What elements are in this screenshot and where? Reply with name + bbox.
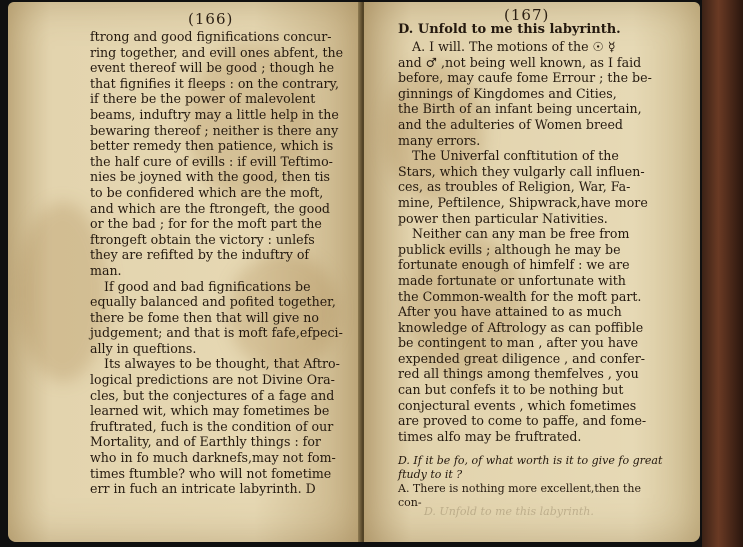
text-line: The Univerfal conftitution of the — [412, 148, 619, 164]
text-line: made fortunate or unfortunate with — [398, 272, 626, 288]
question-block — [398, 454, 662, 482]
text-line: Its alwayes to be thought, that Aftro- — [104, 356, 340, 372]
text-line: who in fo much darknefs,may not fom- — [90, 450, 336, 466]
right-page-number: (167) — [504, 6, 550, 24]
text-line: expended great diligence , and confer- — [398, 350, 645, 366]
text-line: can but confefs it to be nothing but — [398, 382, 624, 398]
text-line: conjectural events , which fometimes — [398, 397, 637, 413]
text-line: Neither can any man be free from — [412, 226, 630, 242]
text-line: equally balanced and pofited together, — [90, 294, 336, 310]
text-line: event thereof will be good ; though he — [90, 60, 335, 76]
text-line: that fignifies it fleeps : on the contrary, — [90, 75, 339, 91]
text-line: Mortality, and of Earthly things : for — [90, 434, 321, 450]
text-line: logical predictions are not Divine Ora- — [90, 372, 335, 388]
text-line: they are refifted by the induftry of — [90, 247, 310, 263]
right-page — [364, 2, 700, 542]
text-line: learned wit, which may fometimes be — [90, 403, 330, 419]
text-line: the Common-wealth for the moft part. — [398, 288, 642, 304]
text-line: ftrong and good fignifications concur- — [90, 29, 332, 44]
text-line: there be fome then that will give no — [90, 309, 319, 325]
left-page-body — [90, 29, 343, 497]
text-line: ftrongeft obtain the victory : unlefs — [90, 231, 315, 247]
text-line: ally in queftions. — [90, 340, 197, 356]
text-line: err in fuch an intricate labyrinth. D — [90, 481, 316, 497]
text-line: times ftumble? who will not fometime — [90, 465, 332, 481]
left-page-number: (166) — [188, 10, 234, 28]
text-line: many errors. — [398, 132, 481, 148]
text-line: A. I will. The motions of the ☉ ☿ — [412, 39, 616, 54]
text-line: before, may caufe fome Errour ; the be- — [398, 70, 652, 86]
text-line: fruftrated, fuch is the condition of our — [90, 418, 334, 434]
text-line: nies be joyned with the good, then tis — [90, 169, 331, 185]
text-line: ginnings of Kingdomes and Cities, — [398, 85, 617, 101]
text-line: man. — [90, 262, 122, 278]
answer-block — [398, 482, 641, 510]
text-line: and ♂ ,not being well known, as I faid — [398, 54, 642, 70]
book-spread — [8, 2, 702, 542]
text-line: better remedy then patience, which is — [90, 138, 334, 154]
text-line: red all things among themfelves , you — [398, 366, 639, 382]
text-line: con- — [398, 496, 422, 509]
text-line: the Birth of an infant being uncertain, — [398, 101, 642, 117]
text-line: ftudy to it ? — [398, 468, 463, 481]
text-line: cles, but the conjectures of a fage and — [90, 387, 335, 403]
text-line: power then particular Nativities. — [398, 210, 608, 226]
text-line: are proved to come to paffe, and fome- — [398, 413, 647, 429]
text-line: publick evills ; although he may be — [398, 241, 621, 257]
text-line: be contingent to man , after you have — [398, 335, 639, 351]
text-line: ces, as troubles of Religion, War, Fa- — [398, 179, 631, 195]
right-page-heading: D. Unfold to me this labyrinth. — [398, 22, 621, 37]
text-line: knowledge of Aftrology as can poffible — [398, 319, 644, 335]
text-line: beams, induftry may a little help in the — [90, 106, 339, 122]
text-line: to be confidered which are the moft, — [90, 184, 324, 200]
text-line: Stars, which they vulgarly call influen- — [398, 163, 645, 179]
show-through-text: D. Unfold to me this labyrinth. — [424, 505, 594, 518]
text-line: judgement; and that is moft fafe,efpeci- — [90, 325, 343, 341]
text-line: ring together, and evill ones abfent, the — [90, 44, 344, 60]
text-line: A. There is nothing more excellent,then the — [398, 482, 642, 495]
text-line: or the bad ; for for the moft part the — [90, 216, 322, 232]
text-line: the half cure of evills : if evill Teftimo- — [90, 153, 333, 169]
text-line: bewaring thereof ; neither is there any — [90, 122, 339, 138]
left-page — [8, 2, 360, 542]
text-line: and the adulteries of Women breed — [398, 116, 623, 132]
text-line: After you have attained to as much — [398, 304, 622, 320]
text-line: and which are the ftrongeft, the good — [90, 200, 330, 216]
text-line: if there be the power of malevolent — [90, 91, 316, 107]
book-cover-edge — [702, 0, 743, 547]
text-line: If good and bad fignifications be — [104, 278, 311, 294]
text-line: times alfo may be fruftrated. — [398, 428, 582, 444]
right-page-body — [398, 39, 652, 444]
text-line: mine, Peftilence, Shipwrack,have more — [398, 194, 648, 210]
text-line: D. If it be fo, of what worth is it to give fo great — [398, 454, 663, 467]
text-line: fortunate enough of himfelf : we are — [398, 257, 630, 273]
